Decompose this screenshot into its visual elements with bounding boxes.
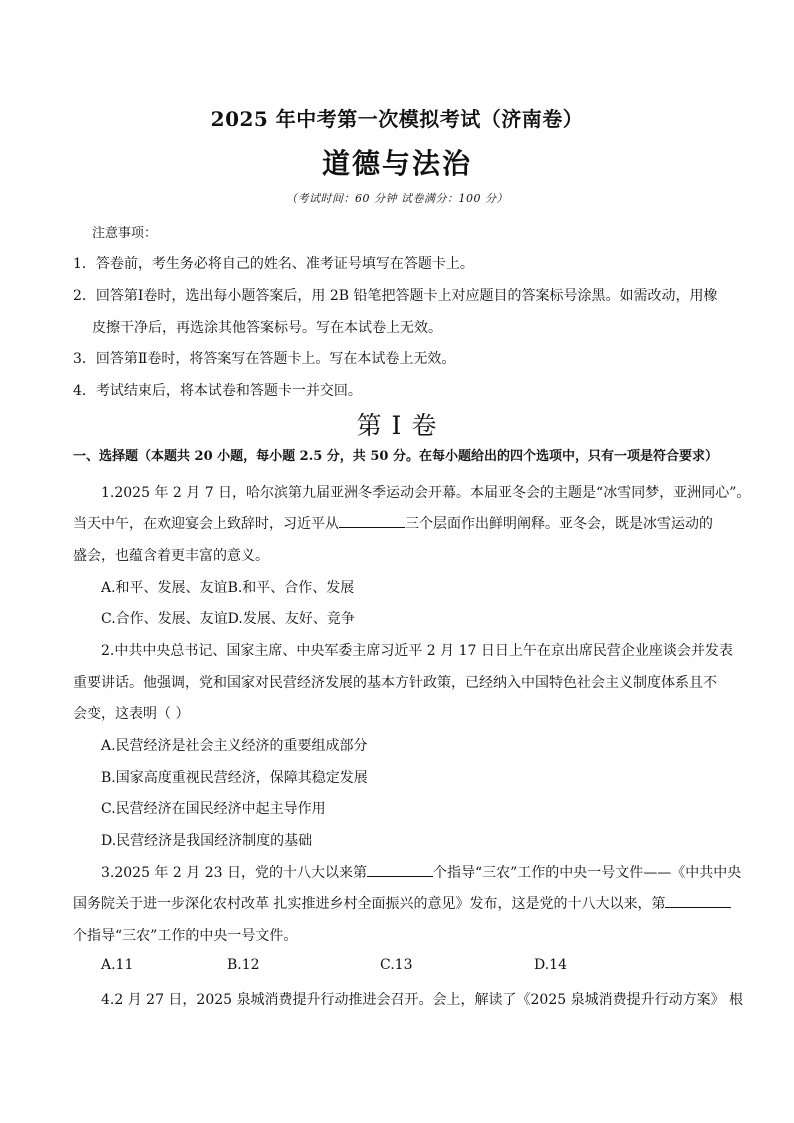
q3-blank-2 bbox=[665, 895, 731, 908]
q1-blank bbox=[339, 515, 405, 528]
q1-option-b: B.和平、合作、发展 bbox=[227, 580, 355, 596]
q2-option-d: D.民营经济是我国经济制度的基础 bbox=[101, 833, 313, 849]
q4-line-1: 4.2 月 27 日，2025 泉城消费提升行动推进会召开。会上，解读了《2025 泉城消费提升行动方案》 根 bbox=[101, 992, 744, 1008]
q2-line-1: 2.中共中央总书记、国家主席、中央军委主席习近平 2 月 17 日日上午在京出席民营企业座谈会并发表 bbox=[101, 643, 733, 659]
q3-line-2-text: 国务院关于进一步深化农村改革 扎实推进乡村全面振兴的意见》发布，这是党的十八大以来，第 bbox=[73, 896, 666, 912]
q1-line-1: 1.2025 年 2 月 7 日，哈尔滨第九届亚洲冬季运动会开幕。本届亚冬会的主题是“冰雪同梦，亚洲同心”。 bbox=[101, 485, 751, 501]
q2-option-b: B.国家高度重视民营经济，保障其稳定发展 bbox=[101, 770, 368, 786]
q1-line-2 bbox=[73, 513, 713, 533]
q1-line-2-part-a: 当天中午，在欢迎宴会上致辞时，习近平从 bbox=[73, 516, 339, 532]
q3-line-2 bbox=[73, 893, 731, 913]
q2-line-3: 会变，这表明（ ） bbox=[73, 706, 190, 722]
notice-item-2-cont: 皮擦干净后，再选涂其他答案标号。写在本试卷上无效。 bbox=[92, 320, 442, 336]
notice-item-1: 1．答卷前，考生务必将自己的姓名、准考证号填写在答题卡上。 bbox=[73, 256, 474, 272]
q2-option-c: C.民营经济在国民经济中起主导作用 bbox=[101, 801, 326, 817]
section-header: 一、选择题（本题共 20 小题，每小题 2.5 分，共 50 分。在每小题给出的四个选项中，只有一项是符合要求） bbox=[73, 449, 718, 464]
section-title: 第 I 卷 bbox=[356, 411, 438, 440]
q2-option-a: A.民营经济是社会主义经济的重要组成部分 bbox=[101, 738, 368, 754]
q3-blank-1 bbox=[367, 864, 433, 877]
q3-line-3: 个指导“三农”工作的中央一号文件。 bbox=[73, 928, 298, 944]
notice-item-4: 4．考试结束后，将本试卷和答题卡一并交回。 bbox=[73, 383, 362, 399]
q1-option-d: D.发展、友好、竞争 bbox=[227, 611, 355, 627]
q1-options-row-2 bbox=[101, 608, 355, 628]
exam-info: （考试时间：60 分钟 试卷满分：100 分） bbox=[286, 192, 508, 205]
exam-title: 2025 年中考第一次模拟考试（济南卷） bbox=[210, 107, 584, 131]
q3-option-c: C.13 bbox=[380, 957, 413, 973]
q1-line-3: 盛会，也蕴含着更丰富的意义。 bbox=[73, 548, 269, 564]
notice-item-2: 2．回答第Ⅰ卷时，选出每小题答案后，用 2B 铅笔把答题卡上对应题目的答案标号涂黑。如需改动，用橡 bbox=[73, 288, 718, 304]
subject-title: 道德与法治 bbox=[321, 147, 472, 180]
notice-heading: 注意事项： bbox=[92, 226, 158, 241]
q3-option-a: A.11 bbox=[101, 957, 134, 973]
q3-line-1-part-b: 个指导“三农”工作的中央一号文件——《中共中央 bbox=[432, 865, 742, 881]
q1-line-2-part-b: 三个层面作出鲜明阐释。亚冬会，既是冰雪运动的 bbox=[405, 516, 713, 532]
q3-line-1 bbox=[101, 862, 741, 882]
q3-line-1-part-a: 3.2025 年 2 月 23 日，党的十八大以来第 bbox=[101, 865, 367, 881]
q1-option-c: C.合作、发展、友谊 bbox=[101, 611, 228, 627]
q1-option-a: A.和平、发展、友谊 bbox=[101, 580, 228, 596]
q3-option-b: B.12 bbox=[227, 957, 260, 973]
q1-options-row-1 bbox=[101, 577, 354, 597]
q2-line-2: 重要讲话。他强调，党和国家对民营经济发展的基本方针政策，已经纳入中国特色社会主义制度体系且不 bbox=[73, 675, 717, 691]
notice-item-3: 3．回答第Ⅱ卷时，将答案写在答题卡上。写在本试卷上无效。 bbox=[73, 351, 456, 367]
q3-option-d: D.14 bbox=[534, 957, 567, 973]
